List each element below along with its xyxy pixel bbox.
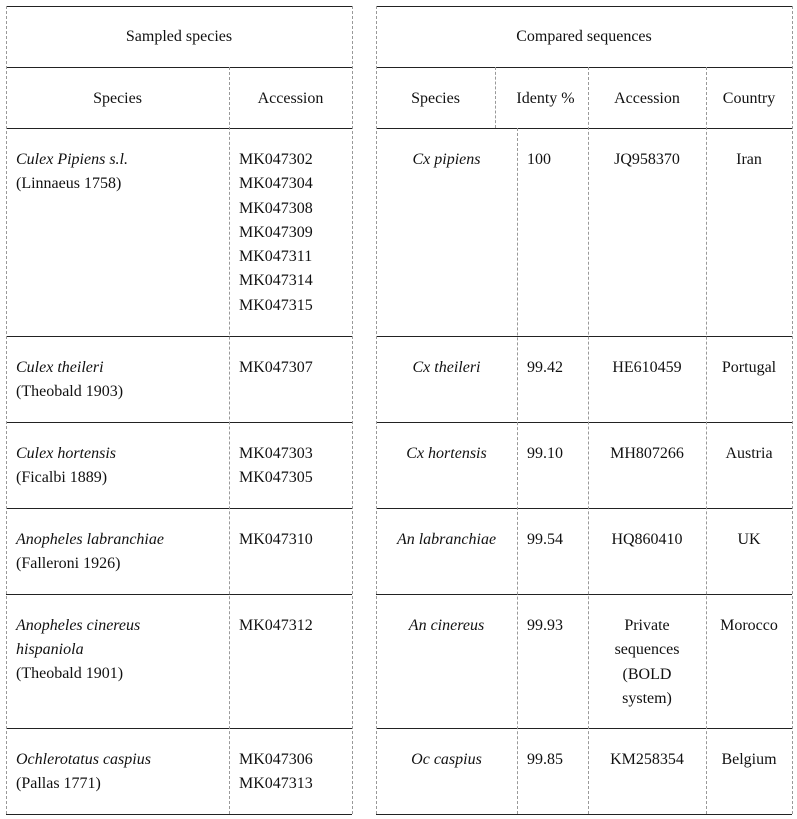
species-name: Culex hortensis <box>16 445 116 462</box>
compared-species: Cx theileri <box>412 359 481 376</box>
accession: MK047312 <box>239 617 313 634</box>
compared-accession <box>588 148 706 172</box>
compared-accession <box>588 748 706 772</box>
accession-list <box>239 356 313 380</box>
accession: MK047302 <box>239 151 313 168</box>
country: Iran <box>736 151 762 168</box>
country: Austria <box>725 445 773 462</box>
species-author: (Theobald 1901) <box>16 665 124 682</box>
identity-value: 99.42 <box>527 359 563 376</box>
compared-species: Cx pipiens <box>412 151 481 168</box>
country: Belgium <box>721 751 777 768</box>
accession: MK047306 <box>239 751 313 768</box>
species-author: (Linnaeus 1758) <box>16 175 122 192</box>
identity-value: 99.10 <box>527 445 563 462</box>
header-compared-sequences: Compared sequences <box>516 28 652 45</box>
identity-value: 99.85 <box>527 751 563 768</box>
accession: MK047308 <box>239 199 313 217</box>
accession: KM258354 <box>610 751 684 768</box>
country: Portugal <box>721 359 777 376</box>
species-name: Anopheles labranchiae <box>16 531 164 548</box>
species-name: Ochlerotatus caspius <box>16 751 151 768</box>
accession: MH807266 <box>610 445 684 462</box>
accession-line: system) <box>622 689 672 707</box>
accession-line: sequences <box>614 641 680 659</box>
compared-accession <box>588 614 706 711</box>
accession-line: (BOLD <box>622 665 672 683</box>
compared-species: Oc caspius <box>411 751 482 768</box>
accession-list <box>239 148 313 318</box>
species-name: Culex theileri <box>16 359 104 376</box>
compared-species: An cinereus <box>408 617 485 634</box>
species-author: (Theobald 1903) <box>16 383 124 400</box>
compared-accession <box>588 528 706 552</box>
accession: MK047303 <box>239 445 313 462</box>
accession: MK047309 <box>239 223 313 241</box>
accession: HQ860410 <box>611 531 683 548</box>
header-compared-species: Species <box>411 90 460 107</box>
compared-species: An labranchiae <box>396 531 497 548</box>
accession: MK047310 <box>239 531 313 548</box>
header-accession: Accession <box>257 90 324 107</box>
country: Morocco <box>720 617 778 634</box>
species-author: (Pallas 1771) <box>16 775 101 792</box>
accession: MK047314 <box>239 272 313 290</box>
accession: JQ958370 <box>614 151 680 168</box>
accession-list <box>239 614 313 638</box>
compared-accession <box>588 356 706 380</box>
accession-list <box>239 442 313 491</box>
accession: MK047311 <box>239 248 313 266</box>
species-author: (Falleroni 1926) <box>16 555 121 572</box>
accession: MK047304 <box>239 175 313 193</box>
species-author: (Ficalbi 1889) <box>16 469 108 486</box>
compared-accession <box>588 442 706 466</box>
accession-line: Private <box>624 617 670 634</box>
header-compared-accession: Accession <box>614 90 680 107</box>
identity-value: 100 <box>527 151 551 168</box>
accession: MK047315 <box>239 296 313 314</box>
identity-value: 99.93 <box>527 617 563 634</box>
species-name-line2: hispaniola <box>16 641 84 658</box>
header-species: Species <box>93 90 142 107</box>
country: UK <box>737 531 761 548</box>
species-name: Anopheles cinereus <box>16 617 141 634</box>
header-sampled-species: Sampled species <box>125 28 233 45</box>
header-identity: Identy % <box>516 90 575 107</box>
accession: MK047307 <box>239 359 313 376</box>
accession-list <box>239 748 313 797</box>
accession: MK047313 <box>239 775 313 793</box>
accession: HE610459 <box>612 359 682 376</box>
species-name: Culex Pipiens s.l. <box>16 151 128 168</box>
header-country: Country <box>722 90 776 107</box>
accession-list <box>239 528 313 552</box>
accession: MK047305 <box>239 469 313 487</box>
compared-species: Cx hortensis <box>406 445 487 462</box>
identity-value: 99.54 <box>527 531 563 548</box>
